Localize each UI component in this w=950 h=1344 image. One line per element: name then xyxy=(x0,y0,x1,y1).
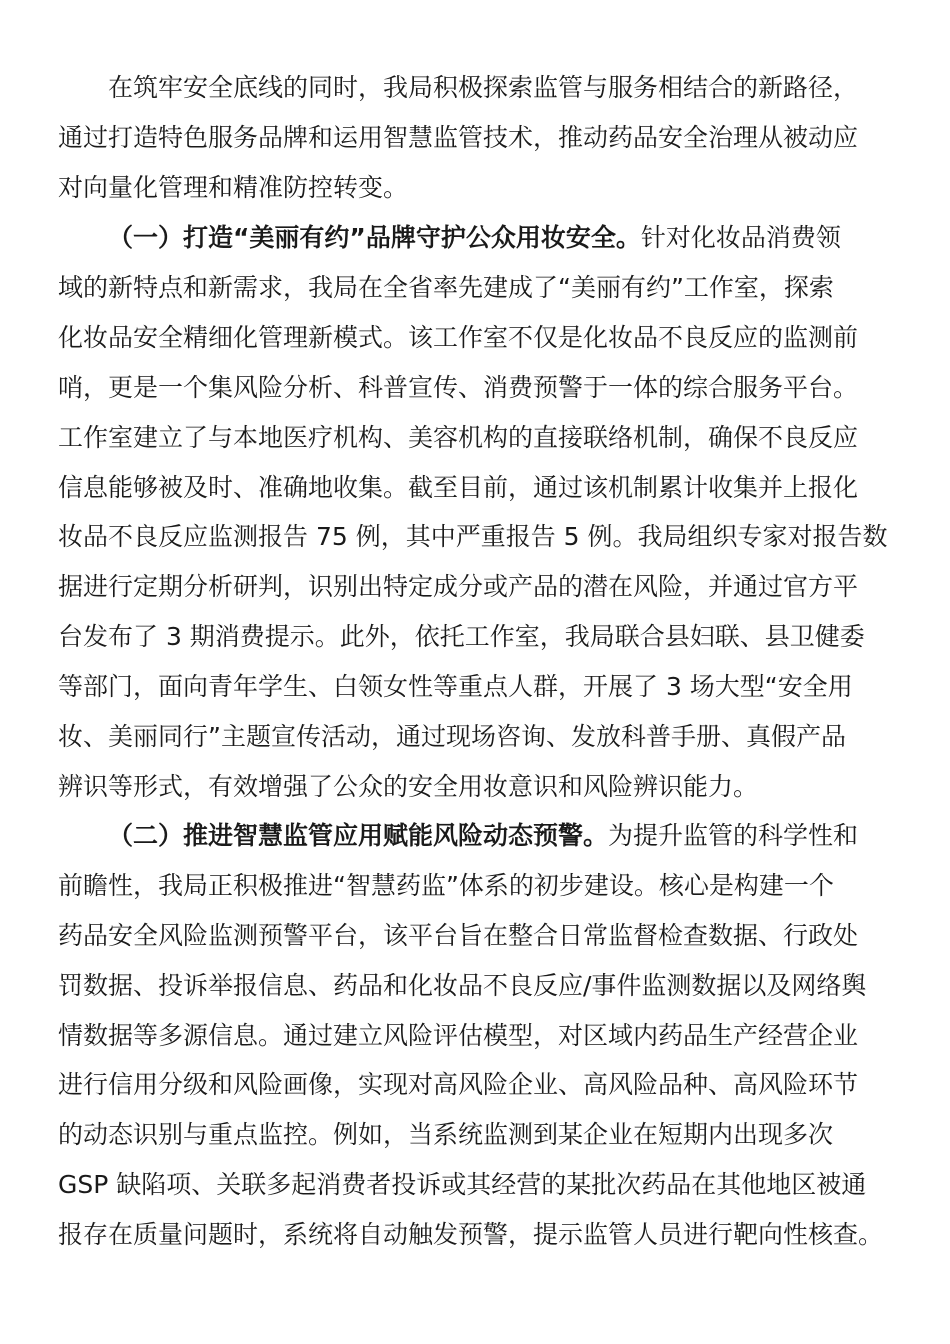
intro-line-3: 对向量化管理和精准防控转变。 xyxy=(58,173,409,202)
section1-first-line xyxy=(108,213,841,263)
section2-heading: （二）推进智慧监管应用赋能风险动态预警。 xyxy=(108,821,609,850)
section1-line: 等部门，面向青年学生、白领女性等重点人群，开展了 3 场大型“安全用 xyxy=(58,672,853,701)
section1-line: 辨识等形式，有效增强了公众的安全用妆意识和风险辨识能力。 xyxy=(58,772,759,801)
section1-line: 信息能够被及时、准确地收集。截至目前，通过该机制累计收集并上报化 xyxy=(58,473,859,502)
section1-heading: （一）打造“美丽有约”品牌守护公众用妆安全。 xyxy=(108,223,641,252)
section2-line: 前瞻性，我局正积极推进“智慧药监”体系的初步建设。核心是构建一个 xyxy=(58,871,834,900)
section1-line: 化妆品安全精细化管理新模式。该工作室不仅是化妆品不良反应的监测前 xyxy=(58,323,859,352)
section1-line: 据进行定期分析研判，识别出特定成分或产品的潜在风险，并通过官方平 xyxy=(58,572,859,601)
section1-line: 台发布了 3 期消费提示。此外，依托工作室，我局联合县妇联、县卫健委 xyxy=(58,622,865,651)
section2-line: 报存在质量问题时，系统将自动触发预警，提示监管人员进行靶向性核查。 xyxy=(58,1220,884,1249)
section2-line: GSP 缺陷项、关联多起消费者投诉或其经营的某批次药品在其他地区被通 xyxy=(58,1170,867,1199)
section2-line: 的动态识别与重点监控。例如，当系统监测到某企业在短期内出现多次 xyxy=(58,1120,834,1149)
section2-line: 罚数据、投诉举报信息、药品和化妆品不良反应/事件监测数据以及网络舆 xyxy=(58,971,867,1000)
section1-line: 妆品不良反应监测报告 75 例，其中严重报告 5 例。我局组织专家对报告数 xyxy=(58,522,888,551)
section2-first-line xyxy=(108,811,858,861)
intro-line-1: 在筑牢安全底线的同时，我局积极探索监管与服务相结合的新路径， xyxy=(108,73,859,102)
section1-line: 域的新特点和新需求，我局在全省率先建成了“美丽有约”工作室，探索 xyxy=(58,273,834,302)
section1-line: 妆、美丽同行”主题宣传活动，通过现场咨询、发放科普手册、真假产品 xyxy=(58,722,846,751)
section1-line: 工作室建立了与本地医疗机构、美容机构的直接联络机制，确保不良反应 xyxy=(58,423,859,452)
section1-line: 哨，更是一个集风险分析、科普宣传、消费预警于一体的综合服务平台。 xyxy=(58,373,859,402)
section2-line: 进行信用分级和风险画像，实现对高风险企业、高风险品种、高风险环节 xyxy=(58,1070,859,1099)
section2-line: 情数据等多源信息。通过建立风险评估模型，对区域内药品生产经营企业 xyxy=(58,1021,859,1050)
section2-line: 药品安全风险监测预警平台，该平台旨在整合日常监督检查数据、行政处 xyxy=(58,921,859,950)
intro-line-2: 通过打造特色服务品牌和运用智慧监管技术，推动药品安全治理从被动应 xyxy=(58,123,859,152)
section2-first-line-rest: 为提升监管的科学性和 xyxy=(608,821,859,850)
section1-first-line-rest: 针对化妆品消费领 xyxy=(640,223,841,252)
